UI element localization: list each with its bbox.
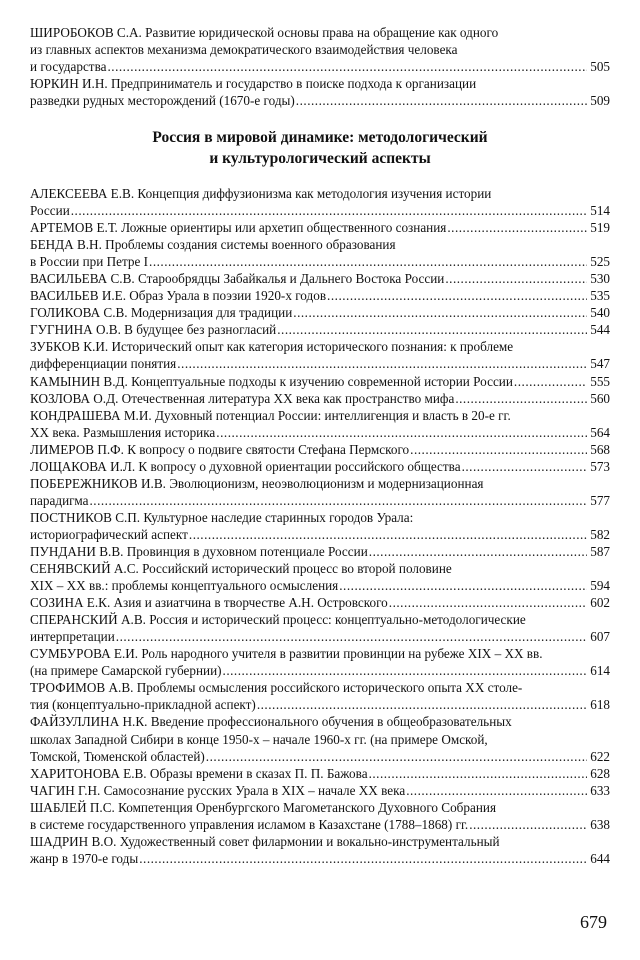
toc-entry-title-end: и государства <box>30 59 107 75</box>
toc-entry-last-line <box>30 696 610 713</box>
toc-entry-page-number: 638 <box>590 816 610 832</box>
toc-entry-last-line <box>30 304 610 321</box>
toc-entry-title-end: ВАСИЛЬЕВ И.Е. Образ Урала в поэзии 1920-х годов <box>30 288 327 304</box>
toc-entry-page-number: 514 <box>590 203 610 219</box>
toc-entry-page-number: 519 <box>590 220 610 236</box>
toc-entry-title-end: ХАРИТОНОВА Е.В. Образы времени в сказах П. П. Бажова <box>30 765 368 781</box>
toc-entry-text-line: ЮРКИН И.Н. Предприниматель и государство в поиске подхода к организации <box>30 76 477 92</box>
toc-entry-last-line <box>30 441 610 458</box>
toc-entry-title-end: интерпретации <box>30 629 115 645</box>
toc-entry-title-end: дифференциации понятия <box>30 356 177 372</box>
toc-entry-last-line <box>30 458 610 475</box>
toc-entry-page-number: 587 <box>590 543 610 559</box>
toc-entry-last-line <box>30 92 610 109</box>
toc-entry-title-end: СОЗИНА Е.К. Азия и азиатчина в творчестве А.Н. Островского <box>30 595 388 611</box>
toc-entry-title-end: ЛОЩАКОВА И.Л. К вопросу о духовной ориентации российского общества <box>30 458 461 474</box>
toc-entry-last-line <box>30 373 610 390</box>
toc-entry <box>30 304 610 321</box>
toc-entry-last-line <box>30 748 610 765</box>
toc-entry-page-number: 564 <box>590 424 610 440</box>
dot-leader <box>149 253 587 270</box>
toc-entry-text-line: ПОСТНИКОВ С.П. Культурное наследие старинных городов Урала: <box>30 509 414 525</box>
toc-entry-last-line <box>30 390 610 407</box>
toc-entry-text-line: из главных аспектов механизма демократического взаимодействия человека <box>30 42 458 58</box>
toc-entry <box>30 509 610 543</box>
toc-entry-last-line <box>30 287 610 304</box>
dot-leader <box>277 321 587 338</box>
toc-entry <box>30 441 610 458</box>
toc-entry-last-line <box>30 628 610 645</box>
toc-entry <box>30 407 610 441</box>
toc-entry <box>30 833 610 867</box>
dot-leader <box>189 526 587 543</box>
toc-entry <box>30 270 610 287</box>
toc-entry <box>30 24 610 75</box>
toc-entry-page-number: 509 <box>590 93 610 109</box>
toc-entry-page-number: 540 <box>590 305 610 321</box>
toc-entry-text-line: ШАДРИН В.О. Художественный совет филармонии и вокально-инструментальный <box>30 833 500 849</box>
toc-entry-page-number: 607 <box>590 629 610 645</box>
toc-entry-page-number: 544 <box>590 322 610 338</box>
toc-entry-page-number: 602 <box>590 595 610 611</box>
dot-leader <box>223 662 587 679</box>
dot-leader <box>107 58 587 75</box>
dot-leader <box>206 748 587 765</box>
toc-entry-last-line <box>30 850 610 867</box>
toc-entry-text-line: школах Западной Сибири в конце 1950-х – начале 1960-х гг. (на примере Омской, <box>30 731 488 747</box>
dot-leader <box>339 577 587 594</box>
toc-entry <box>30 373 610 390</box>
toc-entry-text-line: ФАЙЗУЛЛИНА Н.К. Введение профессионального обучения в общеобразовательных <box>30 714 512 730</box>
toc-entry-page-number: 614 <box>590 663 610 679</box>
toc-entry-page-number: 644 <box>590 850 610 866</box>
toc-top-section <box>30 24 610 109</box>
toc-entry-title-end: Томской, Тюменской областей) <box>30 748 205 764</box>
toc-entry-title-end: России <box>30 203 70 219</box>
toc-entry <box>30 560 610 594</box>
toc-entry <box>30 185 610 219</box>
toc-entry-page-number: 530 <box>590 271 610 287</box>
toc-entry-page-number: 573 <box>590 458 610 474</box>
toc-entry <box>30 645 610 679</box>
toc-entry-title-end: жанр в 1970-е годы <box>30 850 139 866</box>
section-heading-line-2: и культурологический аспекты <box>209 150 431 167</box>
toc-entry-last-line <box>30 253 610 270</box>
toc-entry <box>30 236 610 270</box>
dot-leader <box>469 816 587 833</box>
toc-entry-page-number: 594 <box>590 578 610 594</box>
toc-entry-title-end: ЧАГИН Г.Н. Самосознание русских Урала в XIX – начале XX века <box>30 782 406 798</box>
toc-entry-last-line <box>30 543 610 560</box>
toc-entry-last-line <box>30 782 610 799</box>
dot-leader <box>89 492 587 509</box>
dot-leader <box>71 202 587 219</box>
toc-entry-text-line: СУМБУРОВА Е.И. Роль народного учителя в развитии провинции на рубеже XIX – XX вв. <box>30 646 543 662</box>
toc-entry-title-end: парадигма <box>30 492 89 508</box>
toc-entry-last-line <box>30 58 610 75</box>
toc-entry <box>30 75 610 109</box>
dot-leader <box>462 458 587 475</box>
toc-entry-text-line: СЕНЯВСКИЙ А.С. Российский исторический процесс во второй половине <box>30 561 452 577</box>
toc-entry-text-line: ШИРОБОКОВ С.А. Развитие юридической основы права на обращение как одного <box>30 25 499 40</box>
toc-entry-text-line: ТРОФИМОВ А.В. Проблемы осмысления российского исторического опыта XX столе- <box>30 680 523 696</box>
toc-entry-last-line <box>30 577 610 594</box>
toc-entry-last-line <box>30 355 610 372</box>
toc-entry <box>30 594 610 611</box>
toc-entry <box>30 799 610 833</box>
toc-entry-last-line <box>30 816 610 833</box>
toc-entry-page-number: 547 <box>590 356 610 372</box>
toc-entry-title-end: ЛИМЕРОВ П.Ф. К вопросу о подвиге святости Стефана Пермского <box>30 441 410 457</box>
toc-entry-page-number: 577 <box>590 492 610 508</box>
toc-entry-text-line: КОНДРАШЕВА М.И. Духовный потенциал России: интеллигенция и власть в 20-е гг. <box>30 407 511 423</box>
toc-entry <box>30 390 610 407</box>
dot-leader <box>177 355 587 372</box>
dot-leader <box>296 92 587 109</box>
toc-entry <box>30 611 610 645</box>
toc-entry-last-line <box>30 424 610 441</box>
toc-entry-last-line <box>30 202 610 219</box>
toc-entry-last-line <box>30 765 610 782</box>
toc-entry <box>30 713 610 764</box>
dot-leader <box>257 696 587 713</box>
toc-entry-title-end: АРТЕМОВ Е.Т. Ложные ориентиры или архетип общественного сознания <box>30 220 447 236</box>
toc-entry-page-number: 535 <box>590 288 610 304</box>
dot-leader <box>369 765 587 782</box>
dot-leader <box>514 373 587 390</box>
toc-entry-page-number: 525 <box>590 254 610 270</box>
toc-entry <box>30 679 610 713</box>
toc-entry-text-line: БЕНДА В.Н. Проблемы создания системы военного образования <box>30 237 396 253</box>
dot-leader <box>116 628 587 645</box>
toc-entry-text-line: ЗУБКОВ К.И. Исторический опыт как категория исторического познания: к проблеме <box>30 339 514 355</box>
toc-entry-title-end: (на примере Самарской губернии) <box>30 663 222 679</box>
toc-entry <box>30 543 610 560</box>
toc-entry-title-end: XIX – XX вв.: проблемы концептуального осмысления <box>30 578 339 594</box>
toc-entry <box>30 458 610 475</box>
toc-entry-text-line: СПЕРАНСКИЙ А.В. Россия и исторический процесс: концептуально-методологические <box>30 612 526 628</box>
toc-entry-title-end: тия (концептуально-прикладной аспект) <box>30 697 256 713</box>
toc-entry <box>30 287 610 304</box>
toc-entry-title-end: ВАСИЛЬЕВА С.В. Старообрядцы Забайкалья и Дальнего Востока России <box>30 271 445 287</box>
toc-entry <box>30 338 610 372</box>
toc-entry <box>30 219 610 236</box>
toc-entry-text-line: АЛЕКСЕЕВА Е.В. Концепция диффузионизма как методология изучения истории <box>30 186 492 201</box>
toc-entry-title-end: ГУГНИНА О.В. В будущее без разногласий <box>30 322 277 338</box>
toc-entry-page-number: 555 <box>590 373 610 389</box>
dot-leader <box>406 782 587 799</box>
section-heading-line-1: Россия в мировой динамике: методологический <box>152 129 488 146</box>
toc-entry-title-end: КОЗЛОВА О.Д. Отечественная литература XX века как пространство мифа <box>30 390 455 406</box>
toc-entry-title-end: в системе государственного управления исламом в Казахстане (1788–1868) гг. <box>30 816 469 832</box>
toc-entry-page-number: 633 <box>590 782 610 798</box>
toc-entry-last-line <box>30 492 610 509</box>
toc-entry <box>30 475 610 509</box>
dot-leader <box>455 390 587 407</box>
toc-entry-page-number: 622 <box>590 748 610 764</box>
dot-leader <box>447 219 587 236</box>
toc-entry-page-number: 505 <box>590 59 610 75</box>
page-number: 679 <box>580 912 607 932</box>
toc-entry-title-end: ГОЛИКОВА С.В. Модернизация для традиции <box>30 305 293 321</box>
toc-entry-last-line <box>30 526 610 543</box>
toc-entry <box>30 782 610 799</box>
toc-entry-title-end: КАМЫНИН В.Д. Концептуальные подходы к изучению современной истории России <box>30 373 513 389</box>
toc-entry-page-number: 560 <box>590 390 610 406</box>
toc-entry-page-number: 568 <box>590 441 610 457</box>
toc-entry-title-end: в России при Петре I <box>30 254 149 270</box>
toc-entry-text-line: ПОБЕРЕЖНИКОВ И.В. Эволюционизм, неоэволюционизм и модернизационная <box>30 475 484 491</box>
dot-leader <box>369 543 587 560</box>
dot-leader <box>389 594 587 611</box>
dot-leader <box>293 304 587 321</box>
toc-entry-title-end: ПУНДАНИ В.В. Провинция в духовном потенциале России <box>30 543 368 559</box>
toc-entry-title-end: историографический аспект <box>30 526 188 542</box>
toc-entry-last-line <box>30 270 610 287</box>
toc-entry-last-line <box>30 662 610 679</box>
toc-entry-last-line <box>30 219 610 236</box>
toc-entry-text-line: ШАБЛЕЙ П.С. Компетенция Оренбургского Магометанского Духовного Собрания <box>30 799 497 815</box>
toc-entry-last-line <box>30 321 610 338</box>
toc-main-section <box>30 185 610 867</box>
toc-entry <box>30 321 610 338</box>
toc-entry-page-number: 628 <box>590 765 610 781</box>
toc-entry-page-number: 582 <box>590 526 610 542</box>
toc-entry-page-number: 618 <box>590 697 610 713</box>
dot-leader <box>216 424 587 441</box>
dot-leader <box>410 441 587 458</box>
section-heading <box>0 127 640 169</box>
toc-entry-title-end: XX века. Размышления историка <box>30 424 216 440</box>
toc-entry-last-line <box>30 594 610 611</box>
toc-entry <box>30 765 610 782</box>
toc-entry-title-end: разведки рудных месторождений (1670-е годы) <box>30 93 295 109</box>
dot-leader <box>139 850 587 867</box>
dot-leader <box>445 270 587 287</box>
dot-leader <box>327 287 587 304</box>
